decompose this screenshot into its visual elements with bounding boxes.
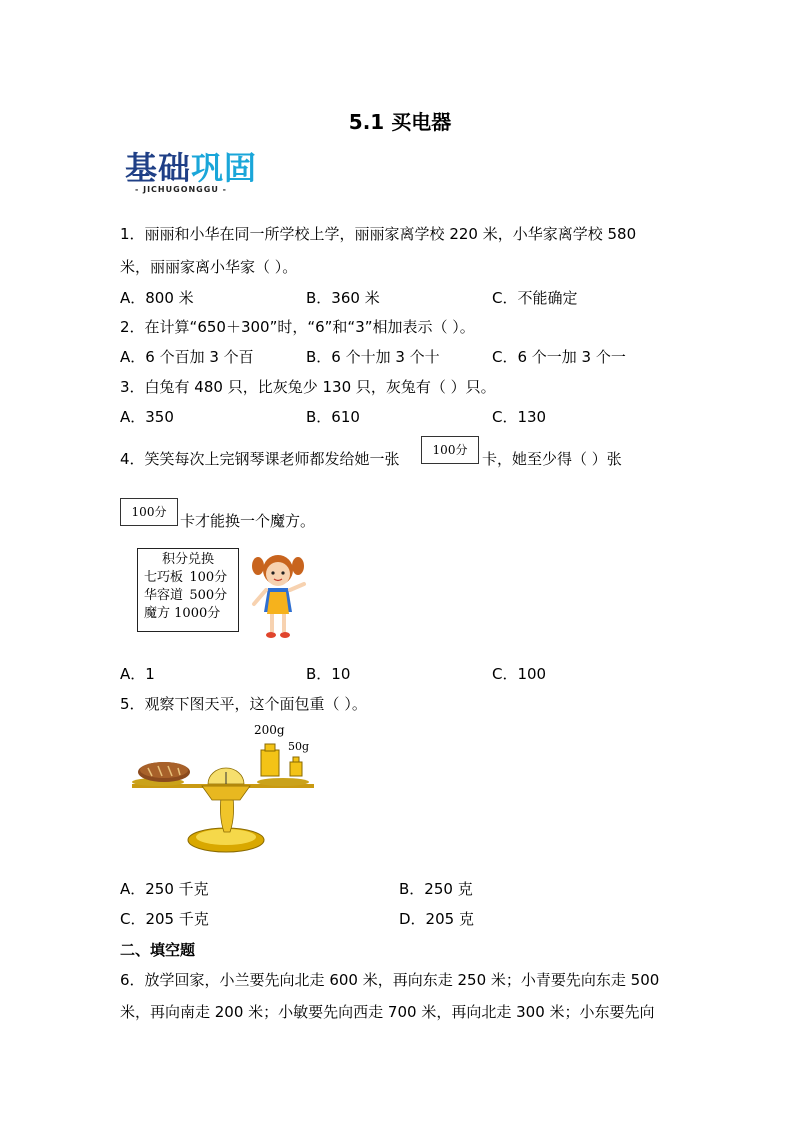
exchange-row	[144, 587, 238, 605]
q4-option-c: C．100	[492, 665, 547, 683]
section-heading-fill-blank: 二、填空题	[120, 941, 196, 959]
q3-option-b: B．610	[306, 408, 360, 426]
q4-text-b: 卡，她至少得（ ）张	[482, 450, 622, 468]
q2-text: 2．在计算“650＋300”时，“6”和“3”相加表示（ ）。	[120, 318, 475, 336]
q1-option-a: A．800 米	[120, 289, 194, 307]
exchange-points: 1000分	[174, 606, 221, 621]
q1-option-c: C．不能确定	[492, 289, 578, 307]
q2-option-b: B．6 个十加 3 个十	[306, 348, 440, 366]
exchange-item: 七巧板	[144, 570, 184, 585]
weight-50g-label: 50g	[288, 740, 310, 753]
girl-illustration	[250, 552, 310, 642]
q3-option-c: C．130	[492, 408, 547, 426]
q4-option-b: B．10	[306, 665, 351, 683]
page-title: 5.1 买电器	[348, 110, 452, 134]
q4-option-a: A．1	[120, 665, 155, 683]
q2-option-a: A．6 个百加 3 个百	[120, 348, 254, 366]
logo-subtitle: - JICHUGONGGU -	[135, 185, 227, 194]
q5-option-c: C．205 千克	[120, 910, 209, 928]
logo-text	[125, 150, 257, 186]
score-card-100: 100分	[421, 436, 479, 464]
exchange-item: 华容道	[144, 588, 184, 603]
q5-option-a: A．250 千克	[120, 880, 209, 898]
q1-line2: 米，丽丽家离小华家（ ）。	[120, 258, 298, 276]
q3-option-a: A．350	[120, 408, 174, 426]
q6-line2: 米，再向南走 200 米；小敏要先向西走 700 米，再向北走 300 米；小东要先向	[120, 1003, 655, 1021]
q5-option-b: B．250 克	[399, 880, 473, 898]
logo-text-b: 巩固	[191, 149, 258, 187]
balance-scale-illustration	[128, 720, 318, 860]
q2-option-c: C．6 个一加 3 个一	[492, 348, 626, 366]
score-card-100-b: 100分	[120, 498, 178, 526]
exchange-row	[144, 605, 238, 623]
q4-text-c: 卡才能换一个魔方。	[180, 512, 316, 530]
exchange-item: 魔方	[144, 606, 171, 621]
q5-option-d: D．205 克	[399, 910, 474, 928]
section-logo	[125, 150, 265, 194]
weight-200g-label: 200g	[254, 723, 285, 737]
exchange-points: 500分	[189, 588, 228, 603]
q6-line1: 6．放学回家，小兰要先向北走 600 米，再向东走 250 米；小青要先向东走 500	[120, 971, 660, 989]
exchange-row	[144, 569, 238, 587]
exchange-points: 100分	[189, 570, 228, 585]
exchange-table-header: 积分兑换	[161, 552, 214, 567]
logo-text-a: 基础	[125, 149, 192, 187]
q1-option-b: B．360 米	[306, 289, 380, 307]
q3-text: 3．白兔有 480 只，比灰兔少 130 只，灰兔有（ ）只。	[120, 378, 496, 396]
q4-text-a: 4．笑笑每次上完钢琴课老师都发给她一张	[120, 450, 400, 468]
exchange-table	[137, 548, 239, 632]
q1-line1: 1．丽丽和小华在同一所学校上学，丽丽家离学校 220 米，小华家离学校 580	[120, 225, 637, 243]
q5-text: 5．观察下图天平，这个面包重（ ）。	[120, 695, 367, 713]
